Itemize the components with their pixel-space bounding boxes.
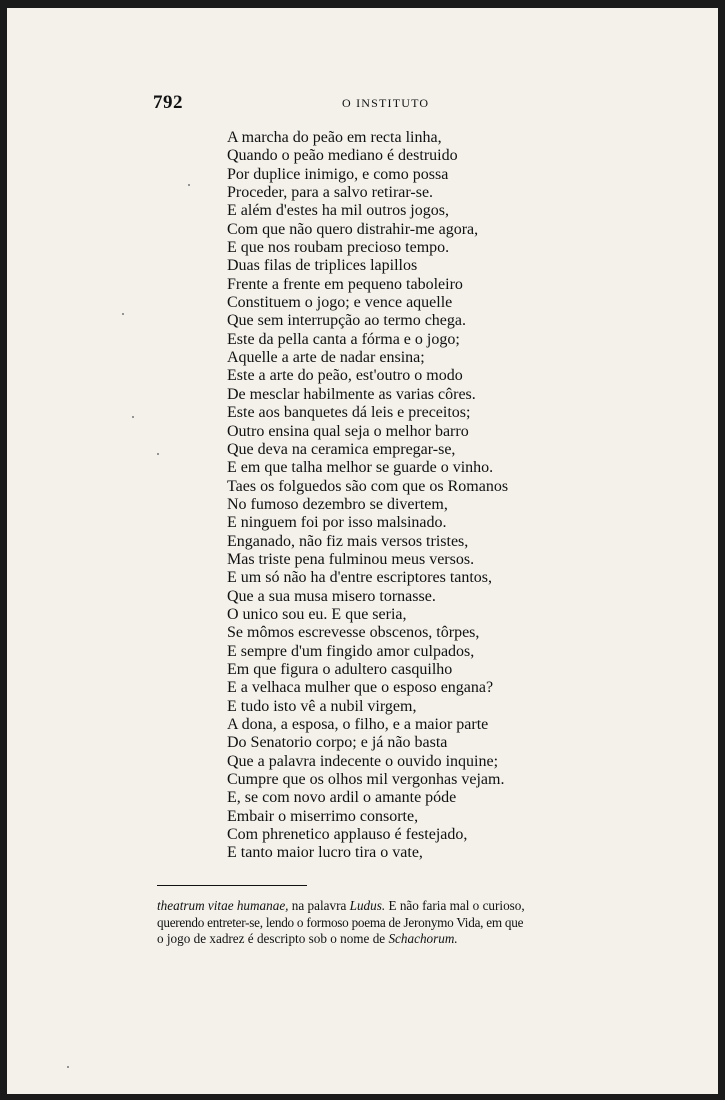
footnote-text: E não faria mal o curioso, [385,898,525,913]
paper-speck [132,416,134,418]
verse-line: Constituem o jogo; e vence aquelle [227,294,453,312]
poem-verses [227,129,647,863]
verse-line: E um só não ha d'entre escriptores tantos, [227,569,493,587]
verse-line: A dona, a esposa, o filho, e a maior parte [227,716,489,733]
verse-line: Em que figura o adultero casquilho [227,660,453,678]
verse-line: E a velhaca mulher que o esposo engana? [227,679,494,697]
footnote-italic-name: Schachorum. [388,931,458,946]
verse-line: Proceder, para a salvo retirar-se. [227,184,434,202]
verse-line: Com phrenetico applauso é festejado, [227,826,468,844]
running-title: O INSTITUTO [342,96,430,110]
verse-line: O unico sou eu. E que seria, [227,605,407,623]
verse-line: Que a sua musa misero tornasse. [227,587,436,605]
verse-line: Que a palavra indecente o ouvido inquine; [227,752,499,770]
footnote-text: na palavra [288,898,350,913]
footnote-text: o jogo de xadrez é descripto sob o nome de [157,931,389,946]
verse-line: Este da pella canta a fórma e o jogo; [227,330,460,348]
verse-line: E tanto maior lucro tira o vate, [227,844,423,862]
verse-line: Com que não quero distrahir-me agora, [227,220,479,238]
footnote-italic-word: Ludus. [349,898,386,913]
verse-line: E que nos roubam precioso tempo. [227,239,450,257]
verse-line: Aquelle a arte de nadar ensina; [227,349,425,367]
verse-line: Este aos banquetes dá leis e preceitos; [227,404,471,422]
verse-line: E, se com novo ardil o amante póde [227,789,457,807]
verse-line: Por duplice inimigo, e como possa [227,165,449,183]
verse-line: Embair o miserrimo consorte, [227,807,419,825]
verse-line: Mas triste pena fulminou meus versos. [227,550,475,568]
page-header [7,92,718,116]
paper-speck [157,453,159,455]
verse-line: Enganado, não fiz mais versos tristes, [227,532,469,550]
verse-line: Cumpre que os olhos mil vergonhas vejam. [227,771,505,789]
paper-speck [188,184,190,186]
verse-line: No fumoso dezembro se divertem, [227,495,448,513]
verse-line: Quando o peão mediano é destruido [227,147,458,165]
verse-line: Que deva na ceramica empregar-se, [227,440,456,458]
footnote-line-3 [157,931,647,948]
footnote-rule [157,885,307,886]
verse-line: E sempre d'um fingido amor culpados, [227,642,475,660]
paper-speck [67,1066,69,1068]
verse-line: E em que talha melhor se guarde o vinho. [227,459,494,477]
paper-speck [122,313,124,315]
footnote [157,898,647,948]
verse-line: E tudo isto vê a nubil virgem, [227,697,417,715]
verse-line: Taes os folguedos são com que os Romanos [227,477,509,495]
verse-line: A marcha do peão em recta linha, [227,129,442,146]
footnote-line-2: querendo entreter-se, lendo o formoso poema de Jeronymo Vida, em que [157,914,524,930]
verse-line: E ninguem foi por isso malsinado. [227,514,447,532]
verse-line: Frente a frente em pequeno taboleiro [227,275,463,293]
verse-line: Que sem interrupção ao termo chega. [227,312,467,330]
verse-line: E além d'estes ha mil outros jogos, [227,202,449,220]
verse-line: Duas filas de triplices lapillos [227,257,418,275]
verse-line: Do Senatorio corpo; e já não basta [227,734,448,752]
book-page [7,8,718,1094]
footnote-italic-title: theatrum vitae humanae, [157,898,289,913]
verse-line: Outro ensina qual seja o melhor barro [227,422,469,440]
verse-line: Este a arte do peão, est'outro o modo [227,367,463,385]
verse-line: Se mômos escrevesse obscenos, tôrpes, [227,624,480,642]
verse-line: De mesclar habilmente as varias côres. [227,385,476,403]
footnote-line-1 [157,898,647,915]
page-number: 792 [153,92,183,113]
